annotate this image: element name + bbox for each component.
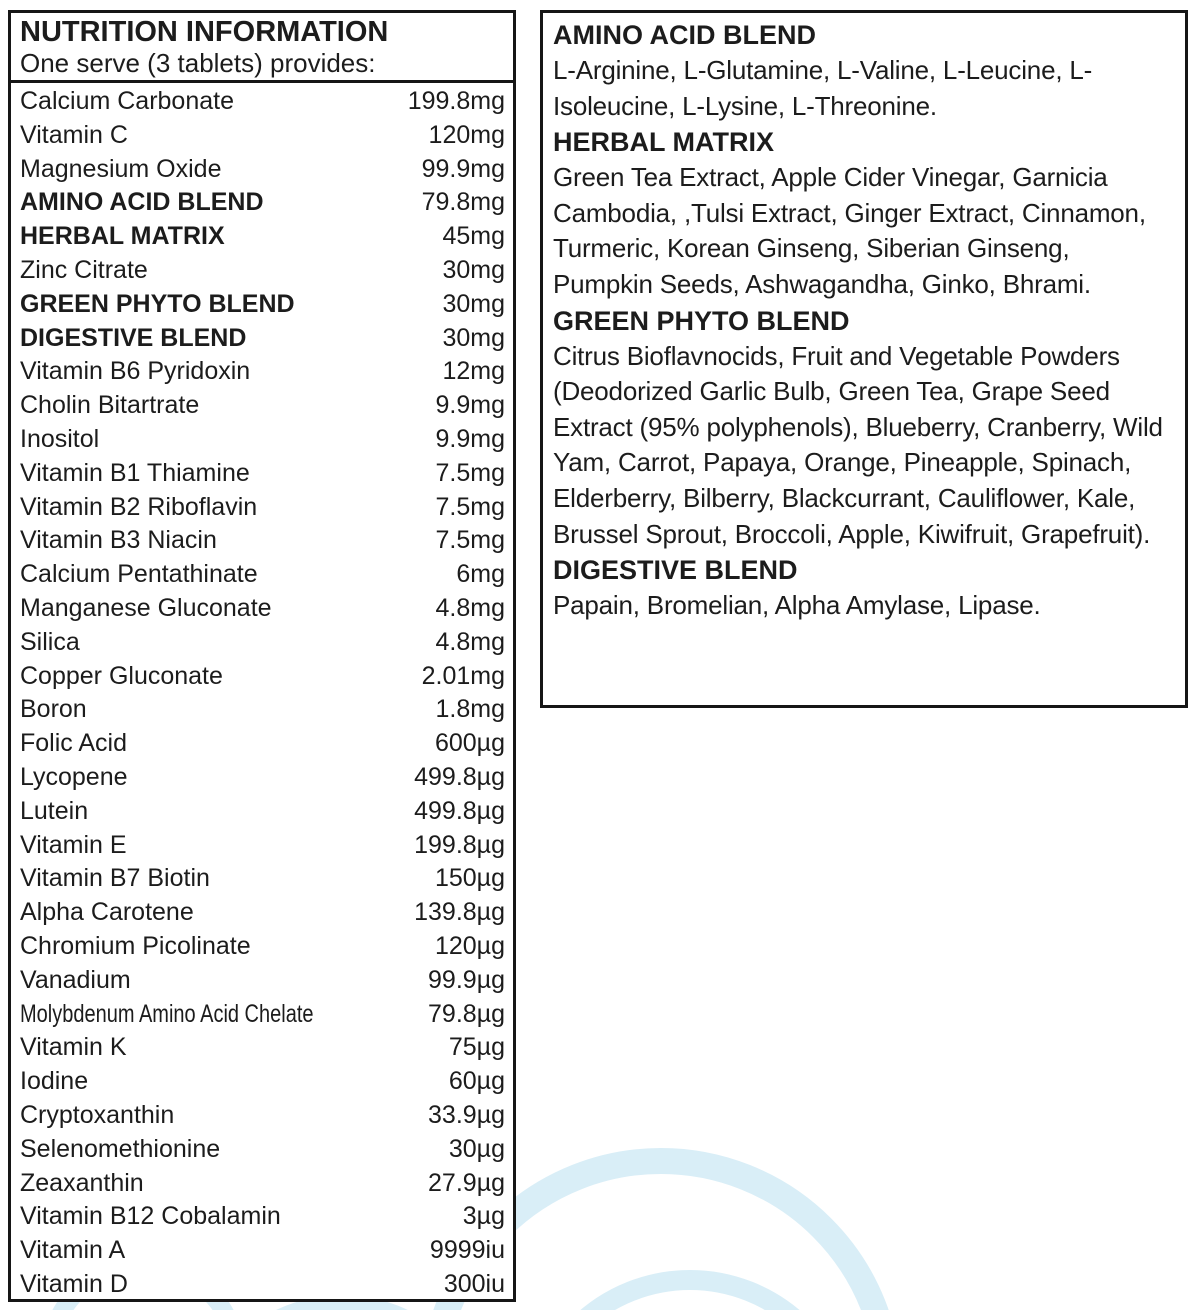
nutrient-value: 9.9mg (435, 391, 505, 420)
blend-ingredients: Papain, Bromelian, Alpha Amylase, Lipase. (553, 590, 1041, 621)
nutrient-row (20, 119, 505, 153)
blend-section (553, 17, 1175, 124)
nutrient-value: 499.8µg (414, 762, 505, 791)
nutrient-row (20, 153, 505, 187)
nutrient-value: 79.8µg (428, 999, 505, 1028)
nutrition-header (11, 13, 513, 83)
nutrient-value: 120µg (434, 931, 505, 960)
nutrient-row (20, 626, 505, 660)
nutrient-name: Zinc Citrate (20, 255, 148, 284)
nutrient-value: 199.8mg (407, 87, 505, 115)
nutrient-name: Magnesium Oxide (20, 154, 222, 183)
nutrient-name: Cryptoxanthin (20, 1100, 175, 1129)
blend-heading: GREEN PHYTO BLEND (553, 305, 850, 336)
nutrient-name: Selenomethionine (20, 1134, 221, 1163)
serving-statement: One serve (3 tablets) provides: (20, 48, 376, 78)
blend-heading: DIGESTIVE BLEND (553, 555, 798, 586)
nutrient-name: Lutein (20, 796, 89, 825)
nutrient-value: 600µg (434, 729, 505, 758)
nutrient-name: Boron (20, 695, 87, 724)
nutrient-row (20, 288, 505, 322)
nutrient-name: GREEN PHYTO BLEND (20, 289, 295, 318)
nutrient-value: 300iu (443, 1269, 505, 1298)
blend-ingredients: Green Tea Extract, Apple Cider Vinegar, Garnicia Cambodia, ,Tulsi Extract, Ginger Extract, Cinnamon, Turmeric, Korean Ginseng, Siberian Ginseng, Pumpkin Seeds, Ashwagandha, Ginko, Bhrami. (553, 162, 1146, 299)
nutrient-name: Vitamin B12 Cobalamin (20, 1202, 281, 1231)
nutrient-row (20, 220, 505, 254)
blend-ingredients: L-Arginine, L-Glutamine, L-Valine, L-Leucine, L-Isoleucine, L-Lysine, L-Threonine. (553, 55, 1093, 121)
nutrient-value: 7.5mg (435, 526, 505, 555)
nutrient-name: Vitamin K (20, 1033, 127, 1062)
nutrient-value: 6mg (456, 560, 505, 589)
nutrient-name: Alpha Carotene (20, 898, 194, 927)
nutrient-name: Zeaxanthin (20, 1168, 144, 1197)
blend-heading: AMINO ACID BLEND (553, 20, 816, 50)
nutrient-row (20, 829, 505, 863)
nutrient-name: Folic Acid (20, 729, 127, 758)
nutrient-value: 45mg (442, 222, 505, 251)
nutrient-value: 139.8µg (414, 898, 505, 927)
nutrient-name: Vitamin B1 Thiamine (20, 458, 250, 487)
nutrient-name: Vitamin B7 Biotin (20, 864, 210, 893)
blend-section (553, 124, 1175, 302)
nutrient-row (20, 592, 505, 626)
nutrient-value: 12mg (442, 357, 505, 386)
nutrient-row (20, 254, 505, 288)
nutrient-row (20, 186, 505, 220)
nutrient-value: 4.8mg (435, 627, 505, 656)
blend-section (553, 552, 1175, 624)
nutrient-name: Copper Gluconate (20, 661, 223, 690)
nutrient-row (20, 1065, 505, 1099)
nutrient-name: Cholin Bitartrate (20, 391, 200, 420)
nutrient-row (20, 761, 505, 795)
nutrient-name: Vitamin B3 Niacin (20, 526, 217, 555)
nutrient-row (20, 524, 505, 558)
nutrient-row (20, 660, 505, 694)
nutrient-name: HERBAL MATRIX (20, 222, 225, 251)
blend-heading: HERBAL MATRIX (553, 127, 774, 158)
nutrient-value: 79.8mg (421, 188, 505, 217)
nutrient-row (20, 389, 505, 423)
nutrition-information-panel (8, 10, 516, 1302)
nutrient-value: 2.01mg (421, 661, 505, 690)
nutrient-value: 4.8mg (435, 593, 505, 622)
nutrient-row (20, 896, 505, 930)
nutrient-value: 99.9µg (428, 965, 505, 994)
nutrient-value: 150µg (434, 864, 505, 893)
nutrient-row (20, 355, 505, 389)
blend-ingredients: Citrus Bioflavnocids, Fruit and Vegetable Powders (Deodorized Garlic Bulb, Green Tea, Grape Seed Extract (95% polyphenols), Blueberry, Cranberry, Wild Yam, Carrot, Papaya, Orange, Pineapple, Spinach, Elderberry, Bilberry, Blackcurrant, Cauliflower, Kale, Brussel Sprout, Broccoli, Apple, Kiwifruit, Grapefruit). (553, 340, 1163, 549)
nutrient-row (20, 1167, 505, 1201)
nutrient-list (11, 83, 513, 1302)
nutrient-value: 1.8mg (435, 695, 505, 724)
nutrient-row (20, 693, 505, 727)
nutrient-value: 9.9mg (435, 424, 505, 453)
nutrient-value: 75µg (448, 1033, 505, 1062)
nutrient-value: 33.9µg (428, 1100, 505, 1129)
nutrient-name: Calcium Carbonate (20, 87, 234, 115)
nutrient-value: 120mg (428, 120, 505, 149)
nutrient-name: Manganese Gluconate (20, 593, 272, 622)
nutrient-value: 9999iu (429, 1236, 505, 1265)
nutrient-row (20, 558, 505, 592)
nutrient-row (20, 423, 505, 457)
nutrient-row (20, 998, 505, 1032)
nutrition-title: NUTRITION INFORMATION (20, 16, 389, 48)
nutrient-row (20, 322, 505, 356)
nutrient-row (20, 930, 505, 964)
nutrient-row (20, 727, 505, 761)
nutrient-row (20, 795, 505, 829)
nutrient-value: 30mg (442, 289, 505, 318)
nutrient-name: Vitamin E (20, 830, 127, 859)
nutrient-value: 499.8µg (414, 796, 505, 825)
nutrient-value: 30mg (442, 255, 505, 284)
nutrient-row (20, 964, 505, 998)
nutrient-value: 30µg (448, 1134, 505, 1163)
nutrient-name: Lycopene (20, 762, 128, 791)
nutrient-value: 60µg (448, 1067, 505, 1096)
nutrient-name: Vanadium (20, 965, 131, 994)
nutrient-name: Chromium Picolinate (20, 931, 251, 960)
nutrient-value: 7.5mg (435, 492, 505, 521)
nutrient-row (20, 491, 505, 525)
nutrient-value: 99.9mg (421, 154, 505, 183)
nutrient-row (20, 1031, 505, 1065)
nutrient-name: Vitamin A (20, 1236, 126, 1265)
nutrient-value: 30mg (442, 323, 505, 352)
nutrient-name: Calcium Pentathinate (20, 560, 258, 589)
blend-details-panel (540, 10, 1188, 708)
nutrient-row (20, 862, 505, 896)
nutrient-value: 3µg (462, 1202, 505, 1231)
nutrient-name: Vitamin B6 Pyridoxin (20, 357, 251, 386)
nutrient-name: Iodine (20, 1067, 89, 1096)
nutrient-name: Silica (20, 627, 80, 656)
nutrient-name: Vitamin C (20, 120, 128, 149)
nutrient-value: 7.5mg (435, 458, 505, 487)
nutrient-name: AMINO ACID BLEND (20, 188, 264, 217)
nutrient-row (20, 85, 505, 119)
nutrient-row (20, 1133, 505, 1167)
nutrient-name: Inositol (20, 424, 100, 453)
nutrient-row (20, 1200, 505, 1234)
nutrient-row (20, 1268, 505, 1302)
nutrient-row (20, 1234, 505, 1268)
nutrient-name: Molybdenum Amino Acid Chelate (20, 999, 314, 1028)
nutrient-name: DIGESTIVE BLEND (20, 323, 247, 352)
nutrient-name: Vitamin B2 Riboflavin (20, 492, 258, 521)
nutrient-row (20, 1099, 505, 1133)
nutrient-name: Vitamin D (20, 1269, 128, 1298)
nutrient-value: 199.8µg (414, 830, 505, 859)
nutrient-value: 27.9µg (428, 1168, 505, 1197)
nutrient-row (20, 457, 505, 491)
blend-section (553, 303, 1175, 553)
